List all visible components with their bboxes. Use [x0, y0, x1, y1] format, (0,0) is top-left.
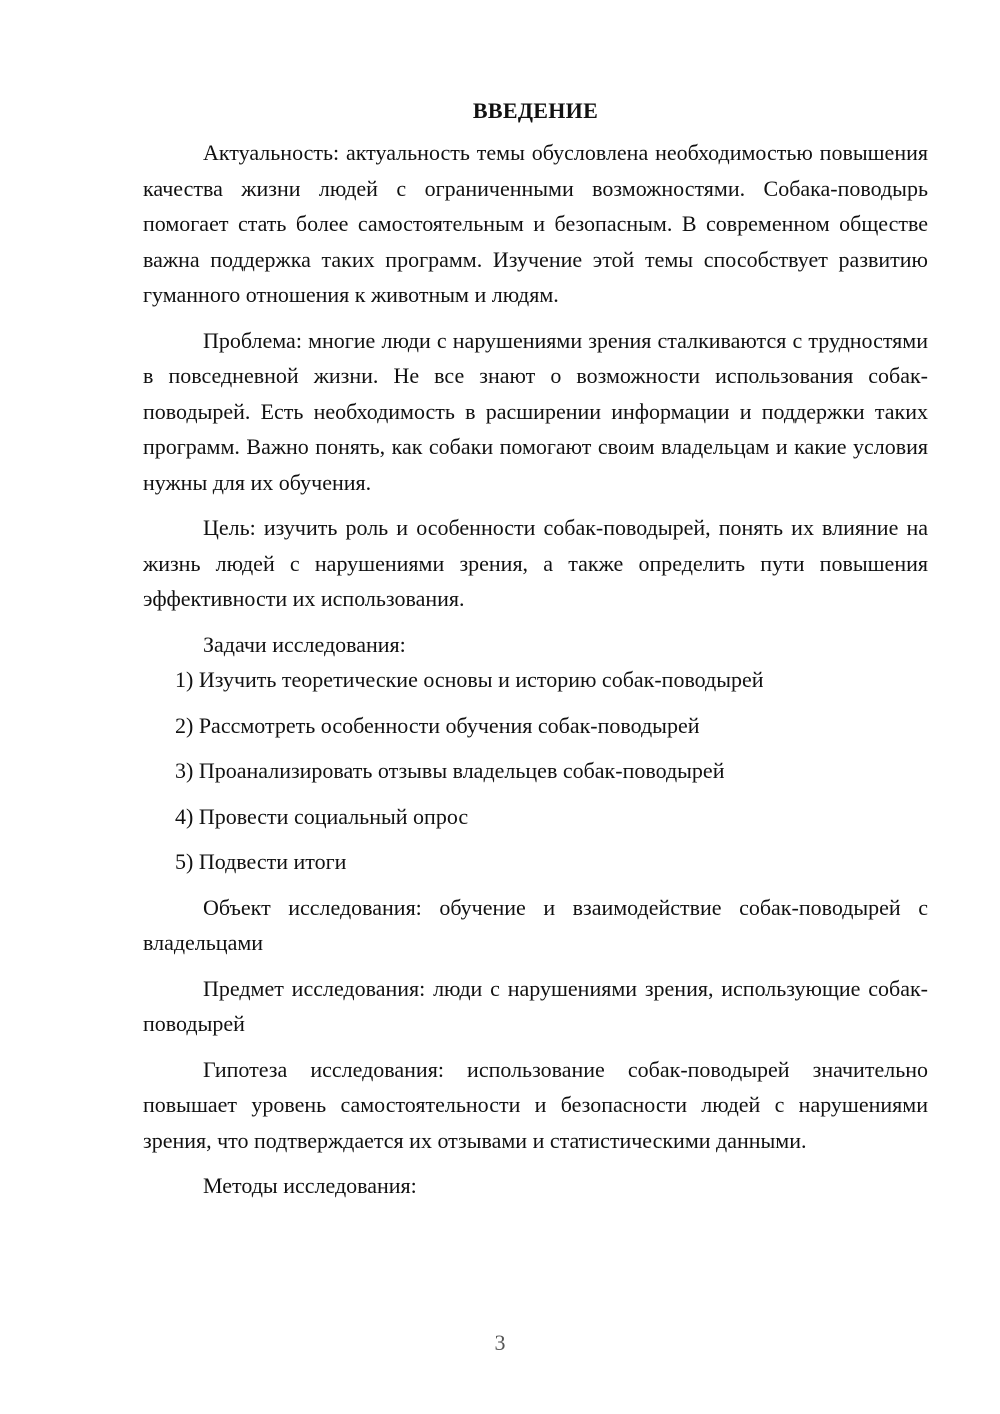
- list-item: 5) Подвести итоги: [175, 849, 347, 874]
- goal-paragraph: Цель: изучить роль и особенности собак-поводырей, понять их влияние на жизнь людей с нарушениями зрения, а также определить пути повышения эффективности их использования.: [143, 515, 928, 611]
- tasks-list: [143, 662, 928, 880]
- list-item: 1) Изучить теоретические основы и историю собак-поводырей: [175, 667, 764, 692]
- methods-heading: Методы исследования:: [203, 1173, 417, 1198]
- list-item: 2) Рассмотреть особенности обучения собак-поводырей: [175, 712, 700, 738]
- subject-paragraph: Предмет исследования: люди с нарушениями зрения, использующие собак-поводырей: [143, 975, 928, 1036]
- problem-paragraph: Проблема: многие люди с нарушениями зрения сталкиваются с трудностями в повседневной жизни. Не все знают о возможности использования собак-поводырей. Есть необходимость в расширении информации и поддержки таких программ. Важно понять, как собаки помогают своим владельцам и какие условия нужны для их обучения.: [143, 327, 928, 495]
- object-paragraph: Объект исследования: обучение и взаимодействие собак-поводырей с владельцами: [143, 894, 928, 955]
- list-item: 3) Проанализировать отзывы владельцев собак-поводырей: [175, 758, 725, 783]
- page-title: ВВЕДЕНИЕ: [472, 98, 599, 123]
- list-item: 4) Провести социальный опрос: [175, 803, 469, 829]
- page-number: 3: [494, 1330, 506, 1355]
- relevance-paragraph: Актуальность: актуальность темы обусловлена необходимостью повышения качества жизни людей с ограниченными возможностями. Собака-поводырь помогает стать более самостоятельным и безопасным. В современном обществе важна поддержка таких программ. Изучение этой темы способствует развитию гуманного отношения к животным и людям.: [143, 140, 928, 307]
- tasks-heading: Задачи исследования:: [203, 631, 406, 657]
- document-page: [143, 95, 928, 1204]
- hypothesis-paragraph: Гипотеза исследования: использование собак-поводырей значительно повышает уровень самостоятельности и безопасности людей с нарушениями зрения, что подтверждается их отзывами и статистическими данными.: [143, 1056, 928, 1153]
